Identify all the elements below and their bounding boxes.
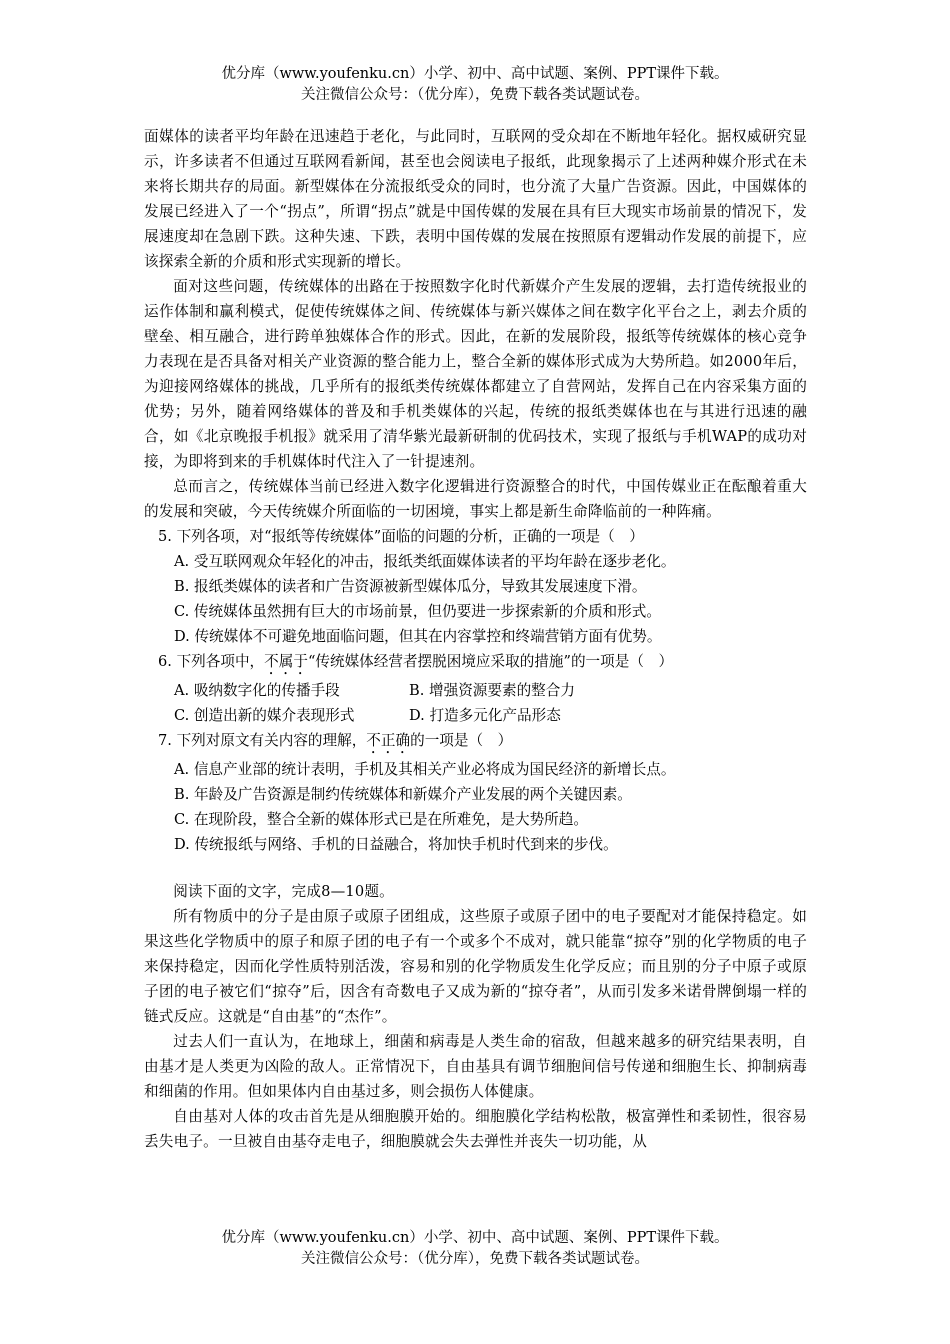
footer-line-1: 优分库（www.youfenku.cn）小学、初中、高中试题、案例、PPT课件下载。 — [221, 1230, 729, 1246]
question-5 — [144, 524, 807, 649]
question-6-option-b: B. 增强资源要素的整合力 — [409, 682, 575, 699]
question-6 — [144, 649, 807, 728]
question-6-stem-prefix: 6. 下列各项中， — [158, 653, 265, 670]
question-7-option-c: C. 在现阶段，整合全新的媒体形式已是在所难免，是大势所趋。 — [174, 811, 588, 828]
question-6-stem-suffix: “传统媒体经营者摆脱困境应采取的措施”的一项是（ ） — [307, 653, 674, 670]
passage1-paragraph-3: 总而言之，传统媒体当前已经进入数字化逻辑进行资源整合的时代，中国传媒业正在酝酿着重大的发展和突破，今天传统媒介所面临的一切困境，事实上都是新生命降临前的一种阵痛。 — [144, 478, 807, 520]
question-7-option-d: D. 传统报纸与网络、手机的日益融合，将加快手机时代到来的步伐。 — [174, 836, 618, 853]
question-6-stem-emphasis: 不属于 — [264, 653, 308, 670]
question-5-option-c: C. 传统媒体虽然拥有巨大的市场前景，但仍要进一步探索新的介质和形式。 — [174, 603, 661, 620]
question-6-option-a: A. 吸纳数字化的传播手段 — [174, 682, 340, 699]
passage1-paragraph-2: 面对这些问题，传统媒体的出路在于按照数字化时代新媒介产生发展的逻辑，去打造传统报业的运作体制和赢利模式，促使传统媒体之间、传统媒体与新兴媒体之间在数字化平台之上，剥去介质的壁垒、相互融合，进行跨单独媒体合作的形式。因此，在新的发展阶段，报纸等传统媒体的核心竞争力表现在是否具备对相关产业资源的整合能力上，整合全新的媒体形式成为大势所趋。如2000年后，为迎接网络媒体的挑战，几乎所有的报纸类传统媒体都建立了自营网站，发挥自己在内容采集方面的优势；另外，随着网络媒体的普及和手机类媒体的兴起，传统的报纸类媒体也在与其进行迅速的融合，如《北京晚报手机报》就采用了清华紫光最新研制的优码技术，实现了报纸与手机WAP的成功对接，为即将到来的手机媒体时代注入了一针提速剂。 — [144, 278, 807, 470]
passage2-intro: 阅读下面的文字，完成8—10题。 — [173, 883, 394, 900]
header-line-2: 关注微信公众号：（优分库），免费下载各类试题试卷。 — [301, 87, 649, 103]
question-6-options-row-2 — [144, 703, 807, 728]
page-footer — [0, 1228, 950, 1270]
passage2-paragraph-3: 自由基对人体的攻击首先是从细胞膜开始的。细胞膜化学结构松散，极富弹性和柔韧性，很容易丢失电子。一旦被自由基夺走电子，细胞膜就会失去弹性并丧失一切功能，从 — [144, 1108, 807, 1150]
footer-line-2: 关注微信公众号：（优分库），免费下载各类试题试卷。 — [301, 1251, 649, 1267]
header-line-1: 优分库（www.youfenku.cn）小学、初中、高中试题、案例、PPT课件下载。 — [221, 66, 729, 82]
passage1-paragraph-1: 面媒体的读者平均年龄在迅速趋于老化，与此同时，互联网的受众却在不断地年轻化。据权威研究显示，许多读者不但通过互联网看新闻，甚至也会阅读电子报纸，此现象揭示了上述两种媒介形式在未来将长期共存的局面。新型媒体在分流报纸受众的同时，也分流了大量广告资源。因此，中国媒体的发展已经进入了一个“拐点”，所谓“拐点”就是中国传媒的发展在具有巨大现实市场前景的情况下，发展速度却在急剧下跌。这种失速、下跌，表明中国传媒的发展在按照原有逻辑动作发展的前提下，应该探索全新的介质和形式实现新的增长。 — [144, 128, 807, 270]
question-5-option-a: A. 受互联网观众年轻化的冲击，报纸类纸面媒体读者的平均年龄在逐步老化。 — [174, 553, 676, 570]
passage2-paragraph-2: 过去人们一直认为，在地球上，细菌和病毒是人类生命的宿敌，但越来越多的研究结果表明，自由基才是人类更为凶险的敌人。正常情况下，自由基具有调节细胞间信号传递和细胞生长、抑制病毒和细菌的作用。但如果体内自由基过多，则会损伤人体健康。 — [144, 1033, 807, 1100]
question-6-option-c: C. 创造出新的媒介表现形式 — [174, 707, 355, 724]
question-6-options-row-1 — [144, 678, 807, 703]
section-gap — [144, 857, 807, 879]
question-7-stem — [144, 728, 807, 757]
question-7-stem-suffix: 的一项是（ ） — [410, 732, 513, 749]
question-6-stem — [144, 649, 807, 678]
question-5-option-b: B. 报纸类媒体的读者和广告资源被新型媒体瓜分，导致其发展速度下滑。 — [174, 578, 647, 595]
question-7 — [144, 728, 807, 857]
page-header — [0, 64, 950, 106]
question-7-option-a: A. 信息产业部的统计表明，手机及其相关产业必将成为国民经济的新增长点。 — [174, 761, 676, 778]
question-5-stem: 5. 下列各项，对“报纸等传统媒体”面临的问题的分析，正确的一项是（ ） — [158, 528, 644, 545]
question-6-option-d: D. 打造多元化产品形态 — [409, 707, 561, 724]
question-5-option-d: D. 传统媒体不可避免地面临问题，但其在内容掌控和终端营销方面有优势。 — [174, 628, 662, 645]
question-7-stem-prefix: 7. 下列对原文有关内容的理解， — [158, 732, 367, 749]
passage2-paragraph-1: 所有物质中的分子是由原子或原子团组成，这些原子或原子团中的电子要配对才能保持稳定。如果这些化学物质中的原子和原子团的电子有一个或多个不成对，就只能靠“掠夺”别的化学物质的电子来保持稳定，因而化学性质特别活泼，容易和别的化学物质发生化学反应；而且别的分子中原子或原子团的电子被它们“掠夺”后，因含有奇数电子又成为新的“掠夺者”，从而引发多米诺骨牌倒塌一样的链式反应。这就是“自由基”的“杰作”。 — [144, 908, 807, 1025]
question-7-stem-emphasis: 不正确 — [366, 732, 411, 749]
question-7-option-b: B. 年龄及广告资源是制约传统媒体和新媒介产业发展的两个关键因素。 — [174, 786, 632, 803]
document-body — [144, 124, 807, 1154]
